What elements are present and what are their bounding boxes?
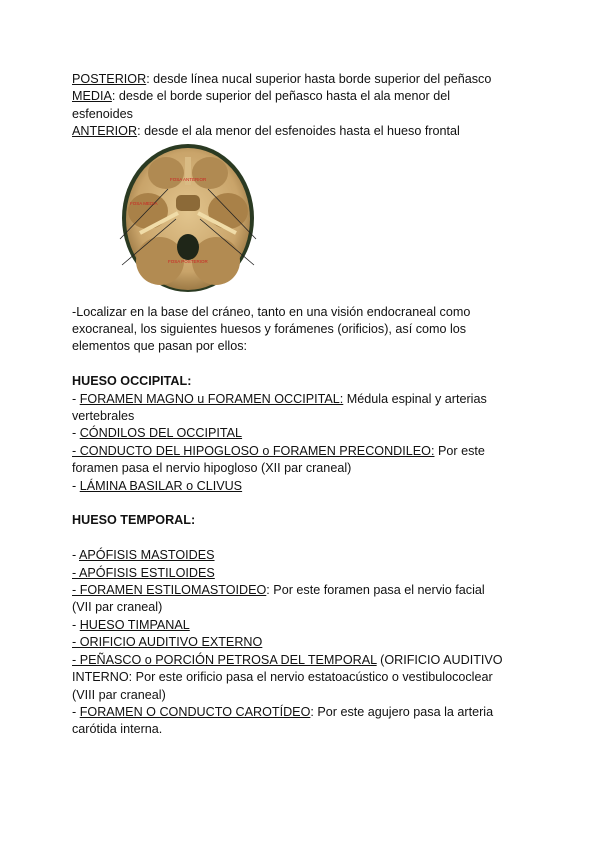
temporal-item-3-cont: (VII par craneal) [72, 600, 163, 615]
auditivo-externo-term: - ORIFICIO AUDITIVO EXTERNO [72, 635, 263, 650]
carotideo-text: : Por este agujero pasa la arteria [310, 704, 494, 719]
fossa-media-label: MEDIA [72, 89, 112, 104]
occipital-item-3 [72, 443, 542, 460]
bullet: - [72, 426, 80, 441]
foramen-magno-text: Médula espinal y arterias [343, 391, 487, 406]
skull-base-illustration [118, 143, 258, 298]
bullet: - [72, 391, 80, 406]
intro-line-1: -Localizar en la base del cráneo, tanto en una visión endocraneal como [72, 304, 471, 319]
temporal-item-6-cont-2: (VIII par craneal) [72, 687, 166, 702]
fossa-anterior-text: : desde el ala menor del esfenoides hasta el hueso frontal [137, 124, 460, 139]
fossa-anterior-label: ANTERIOR [72, 124, 138, 139]
anterior-fossa-left [148, 157, 184, 189]
temporal-item-6-cont-1: INTERNO: Por este orificio pasa el nervio estatoacústico o vestibulococlear [72, 670, 493, 685]
spacer [72, 495, 542, 512]
temporal-item-7-cont: carótida interna. [72, 722, 163, 737]
fossa-media-continuation: esfenoides [72, 106, 133, 121]
temporal-item-7 [72, 704, 542, 721]
carotideo-term: FORAMEN O CONDUCTO CAROTÍDEO [79, 704, 311, 719]
label-fossa-posterior: FOSA POSTERIOR [168, 258, 208, 264]
bullet: - [72, 478, 80, 493]
occipital-heading: HUESO OCCIPITAL: [72, 374, 192, 389]
sella-turcica [176, 195, 200, 211]
anterior-fossa-right [192, 157, 228, 189]
skull-base-figure [118, 143, 258, 298]
bullet: - [72, 704, 80, 719]
label-fossa-media: FOSA MEDIA [130, 200, 158, 206]
penasco-term: - PEÑASCO o PORCIÓN PETROSA DEL TEMPORAL [72, 652, 377, 667]
temporal-item-2 [72, 565, 542, 582]
fossa-posterior-text: : desde línea nucal superior hasta borde superior del peñasco [146, 72, 492, 86]
intro-line-2: exocraneal, los siguientes huesos y forámenes (orificios), así como los [72, 322, 467, 337]
foramen-magnum [177, 234, 199, 260]
occipital-item-2 [72, 425, 542, 442]
occipital-item-3-cont: foramen pasa el nervio hipogloso (XII par craneal) [72, 461, 352, 476]
intro-line-3: elementos que pasan por ellos: [72, 339, 248, 354]
bullet: - [72, 617, 80, 632]
occipital-item-4 [72, 478, 542, 495]
temporal-item-1 [72, 547, 542, 564]
temporal-item-4 [72, 617, 542, 634]
estilomastoideo-term: - FORAMEN ESTILOMASTOIDEO [72, 583, 267, 598]
timpanal-term: HUESO TIMPANAL [79, 617, 190, 632]
temporal-item-5 [72, 634, 542, 651]
spacer [72, 530, 542, 547]
penasco-text: (ORIFICIO AUDITIVO [376, 652, 503, 667]
spacer [72, 356, 542, 373]
hipogloso-term: - CONDUCTO DEL HIPOGLOSO o FORAMEN PRECONDILEO: [72, 443, 435, 458]
fossa-posterior-label: POSTERIOR [72, 72, 147, 86]
fossa-media-text: : desde el borde superior del peñasco hasta el ala menor del [111, 89, 451, 104]
temporal-item-3 [72, 582, 542, 599]
label-fossa-anterior: FOSA ANTERIOR [170, 176, 207, 182]
temporal-item-6 [72, 652, 542, 669]
clivus-term: LÁMINA BASILAR o CLIVUS [79, 478, 243, 493]
temporal-heading: HUESO TEMPORAL: [72, 513, 196, 528]
estilomastoideo-text: : Por este foramen pasa el nervio facial [266, 583, 485, 598]
fossa-posterior-line [72, 71, 542, 88]
occipital-item-1-cont: vertebrales [72, 409, 135, 424]
estiloides-term: - APÓFISIS ESTILOIDES [72, 565, 215, 580]
hipogloso-text: Por este [434, 443, 485, 458]
condilos-term: CÓNDILOS DEL OCCIPITAL [79, 426, 243, 441]
bullet: - [72, 548, 79, 563]
document-page [72, 71, 542, 739]
fossa-media-line [72, 88, 542, 105]
foramen-magno-term: FORAMEN MAGNO u FORAMEN OCCIPITAL: [79, 391, 344, 406]
occipital-item-1 [72, 391, 542, 408]
mastoides-term: APÓFISIS MASTOIDES [79, 548, 215, 563]
fossa-anterior-line [72, 123, 542, 140]
